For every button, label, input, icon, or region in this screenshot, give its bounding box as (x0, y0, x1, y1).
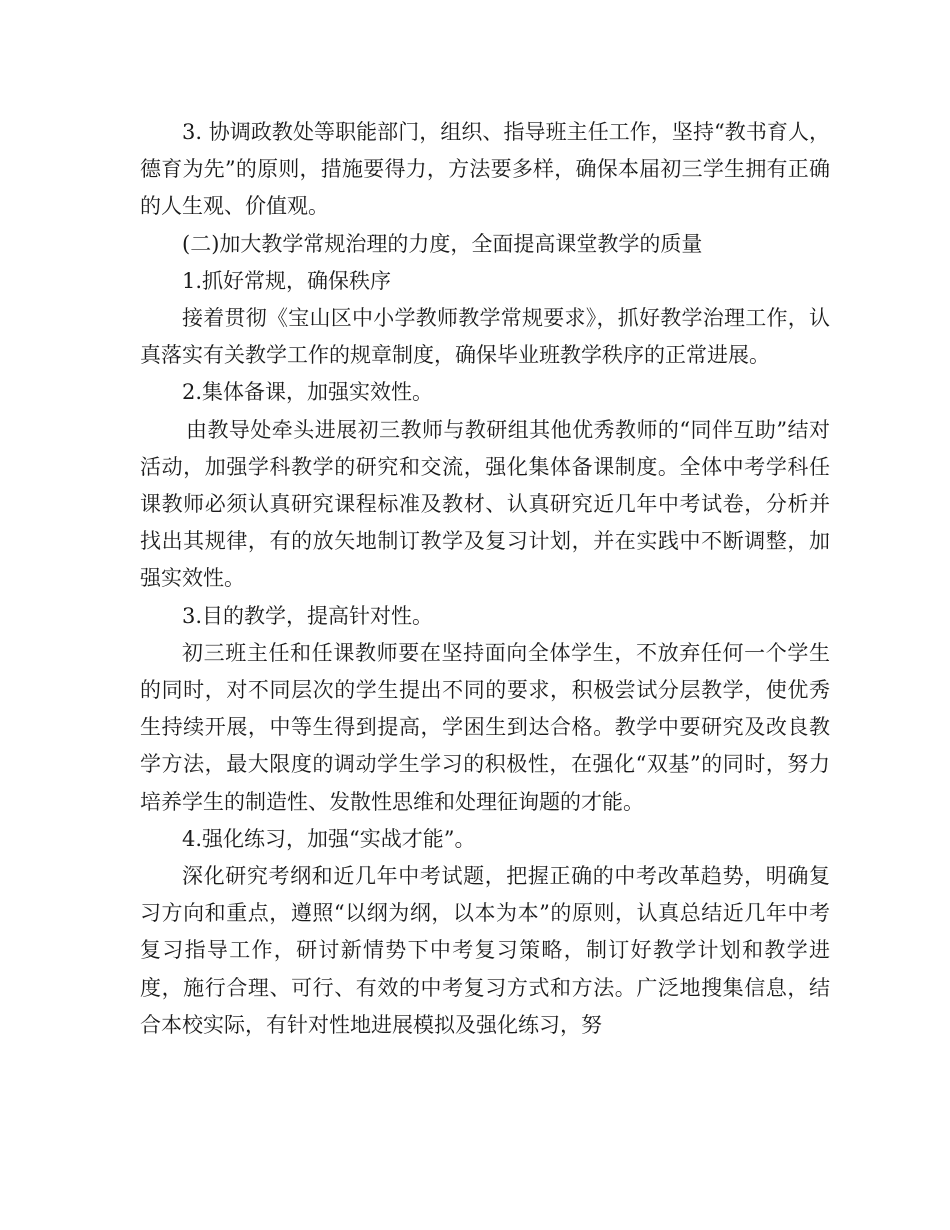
paragraph-coordinate-departments: 3. 协调政教处等职能部门，组织、指导班主任工作，坚持“教书育人，德育为先”的原则，措施要得力，方法要多样，确保本届初三学生拥有正确的人生观、价值观。 (140, 120, 830, 219)
subheading-collective-lesson-prep: 2.集体备课，加强实效性。 (182, 380, 434, 405)
paragraph-collective-lesson-prep: 由教导处牵头进展初三教师与教研组其他优秀教师的“同伴互助”结对活动，加强学科教学的研究和交流，强化集体备课制度。全体中考学科任课教师必须认真研究课程标准及教材、认真研究近几年中考试卷，分析并找出其规律，有的放矢地制订教学及复习计划，并在实践中不断调整，加强实效性。 (140, 417, 830, 591)
paragraph-targeted-teaching: 初三班主任和任课教师要在坚持面向全体学生，不放弃任何一个学生的同时，对不同层次的学生提出不同的要求，积极尝试分层教学，使优秀生持续开展，中等生得到提高，学困生到达合格。教学中要研究及改良教学方法，最大限度的调动学生学习的积极性，在强化“双基”的同时，努力培养学生的制造性、发散性思维和处理征询题的才能。 (140, 640, 830, 814)
paragraph-routine-order: 接着贯彻《宝山区中小学教师教学常规要求》，抓好教学治理工作，认真落实有关教学工作的规章制度，确保毕业班教学秩序的正常进展。 (140, 306, 830, 368)
subheading-strengthen-practice: 4.强化练习，加强“实战才能”。 (182, 826, 476, 851)
paragraph-strengthen-practice: 深化研究考纲和近几年中考试题，把握正确的中考改革趋势，明确复习方向和重点，遵照“以纲为纲，以本为本”的原则，认真总结近几年中考复习指导工作，研讨新情势下中考复习策略，制订好教学计划和教学进度，施行合理、可行、有效的中考复习方式和方法。广泛地搜集信息，结合本校实际，有针对性地进展模拟及强化练习，努 (140, 864, 830, 1037)
subheading-routine-order: 1.抓好常规，确保秩序 (182, 268, 392, 293)
subheading-targeted-teaching: 3.目的教学，提高针对性。 (182, 603, 434, 628)
document-body (140, 114, 830, 1044)
section-heading-teaching-routine: (二)加大教学常规治理的力度，全面提高课堂教学的质量 (182, 231, 703, 256)
